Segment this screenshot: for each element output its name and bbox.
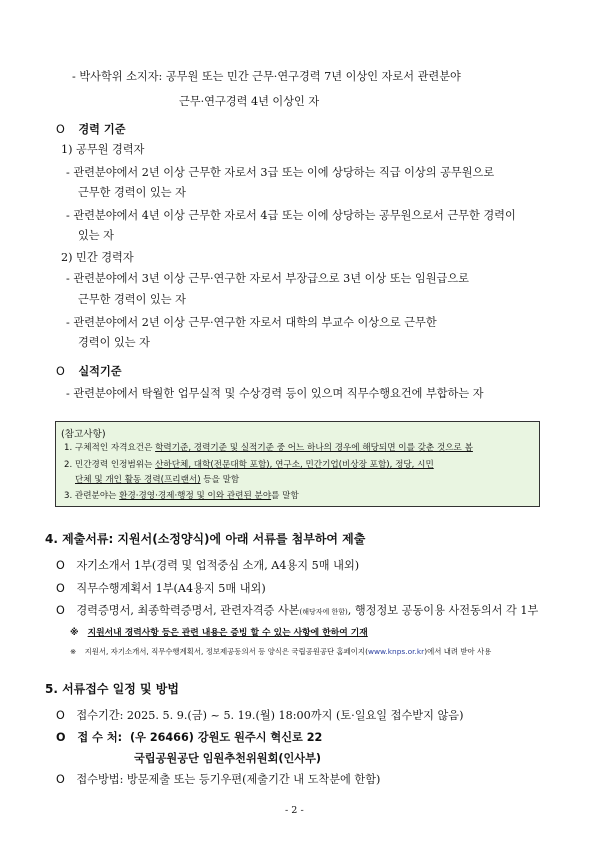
bullet-marker: O <box>56 123 65 136</box>
bullet-marker: O <box>56 709 65 722</box>
note-1 <box>64 441 473 453</box>
evidence-warning-text: 지원서내 경력사항 등은 관련 내용은 증빙 할 수 있는 사항에 한하여 기재 <box>87 628 368 638</box>
note-2-underlined: 산하단체, 대학(전문대학 포함), 연구소, 민간기업(비상장 포함), 정당, 시민 <box>155 460 434 470</box>
private-subheading: 2) 민간 경력자 <box>61 251 134 264</box>
section-5-heading: 5. 서류접수 일정 및 방법 <box>45 682 179 696</box>
bullet-marker: O <box>56 559 65 572</box>
doc-item-3-suffix: , 행정정보 공동이용 사전동의서 각 1부 <box>347 604 539 617</box>
performance-heading <box>56 363 122 379</box>
bullet-marker: O <box>56 582 65 595</box>
civil-item2-line2: 있는 자 <box>78 229 114 242</box>
private-item1-line2: 근무한 경력이 있는 자 <box>78 293 186 306</box>
note-2-line2 <box>75 473 239 485</box>
bullet-marker: O <box>56 731 66 744</box>
note-3-underlined: 환경·경영·경제·행정 및 이와 관련된 분야 <box>119 491 272 501</box>
note-2-prefix: 2. 민간경력 인정범위는 <box>64 460 156 470</box>
note-3 <box>64 489 299 501</box>
doc-item-3-text: 경력증명서, 최종학력증명서, 관련자격증 사본 <box>76 604 300 617</box>
evidence-warning <box>70 625 368 638</box>
career-heading <box>56 121 126 137</box>
doc-item-2-text: 직무수행계획서 1부(A4용지 5매 내외) <box>76 582 266 595</box>
forms-note-text: 지원서, 자기소개서, 직무수행계획서, 정보제공동의서 등 양식은 국립공원공단 홈페이지( <box>84 647 368 656</box>
note-2-line1 <box>64 458 434 470</box>
doc-item-2 <box>56 580 266 596</box>
section-4-heading: 4. 제출서류: 지원서(소정양식)에 아래 서류를 첨부하여 제출 <box>45 532 366 546</box>
career-heading-text: 경력 기준 <box>78 123 126 136</box>
doc-item-1-text: 자기소개서 1부(경력 및 업적중심 소개, A4용지 5매 내외) <box>76 559 360 572</box>
receipt-place-address: (우 26466) 강원도 원주시 혁신로 22 <box>130 731 323 744</box>
civil-item1-line1: - 관련분야에서 2년 이상 근무한 자로서 3급 또는 이에 상당하는 직급 이상의 공무원으로 <box>66 166 495 179</box>
private-item1-line1: - 관련분야에서 3년 이상 근무·연구한 자로서 부장급으로 3년 이상 또는 임원급으로 <box>66 272 469 285</box>
page-number: - 2 - <box>285 805 304 816</box>
private-item2-line2: 경력이 있는 자 <box>78 336 150 349</box>
bullet-marker: O <box>56 773 65 786</box>
forms-note <box>70 646 491 657</box>
note-3-prefix: 3. 관련분야는 <box>64 491 120 501</box>
phd-requirement-line1: - 박사학위 소지자: 공무원 또는 민간 근무·연구경력 7년 이상인 자로서 관련분야 <box>72 70 461 83</box>
homepage-link[interactable]: www.knps.or.kr <box>367 647 425 656</box>
notes-title: (참고사항) <box>61 429 106 440</box>
private-item2-line1: - 관련분야에서 2년 이상 근무·연구한 자로서 대학의 부교수 이상으로 근무한 <box>66 316 437 329</box>
bullet-marker: O <box>56 365 65 378</box>
performance-item: - 관련분야에서 탁월한 업무실적 및 수상경력 등이 있으며 직무수행요건에 부합하는 자 <box>66 387 484 400</box>
receipt-place-label: 접 수 처: <box>77 731 123 744</box>
note-2-suffix: 등을 말함 <box>200 475 240 485</box>
doc-item-3-small: (해당자에 한함) <box>299 608 348 616</box>
forms-note-suffix: )에서 내려 받아 사용 <box>424 647 492 656</box>
reference-mark: ※ <box>70 628 79 638</box>
receipt-place <box>56 729 322 745</box>
receipt-period-text: 접수기간: 2025. 5. 9.(금) ~ 5. 19.(월) 18:00까지 (토·일요일 접수받지 않음) <box>76 709 464 722</box>
doc-item-3 <box>56 602 538 618</box>
reference-mark: ※ <box>70 647 77 656</box>
civil-item1-line2: 근무한 경력이 있는 자 <box>78 186 186 199</box>
note-1-underlined: 학력기준, 경력기준 및 실적기준 중 어느 하나의 경우에 해당되면 이를 갖춘 것으로 봄 <box>155 443 473 453</box>
receipt-method-text: 접수방법: 방문제출 또는 등기우편(제출기간 내 도착분에 한함) <box>76 773 381 786</box>
receipt-period <box>56 707 463 723</box>
receipt-method <box>56 771 380 787</box>
phd-requirement-line2: 근무·연구경력 4년 이상인 자 <box>179 95 320 108</box>
civil-servant-subheading: 1) 공무원 경력자 <box>61 143 145 156</box>
doc-item-1 <box>56 557 359 573</box>
bullet-marker: O <box>56 604 65 617</box>
civil-item2-line1: - 관련분야에서 4년 이상 근무한 자로서 4급 또는 이에 상당하는 공무원으로서 근무한 경력이 <box>66 209 516 222</box>
performance-heading-text: 실적기준 <box>78 365 122 378</box>
note-2-underlined-cont: 단체 및 개인 활동 경력(프리랜서) <box>75 475 201 485</box>
receipt-place-office: 국립공원공단 임원추천위원회(인사부) <box>134 752 322 765</box>
note-3-suffix: 를 말함 <box>271 491 299 501</box>
note-1-prefix: 1. 구체적인 자격요건은 <box>64 443 156 453</box>
